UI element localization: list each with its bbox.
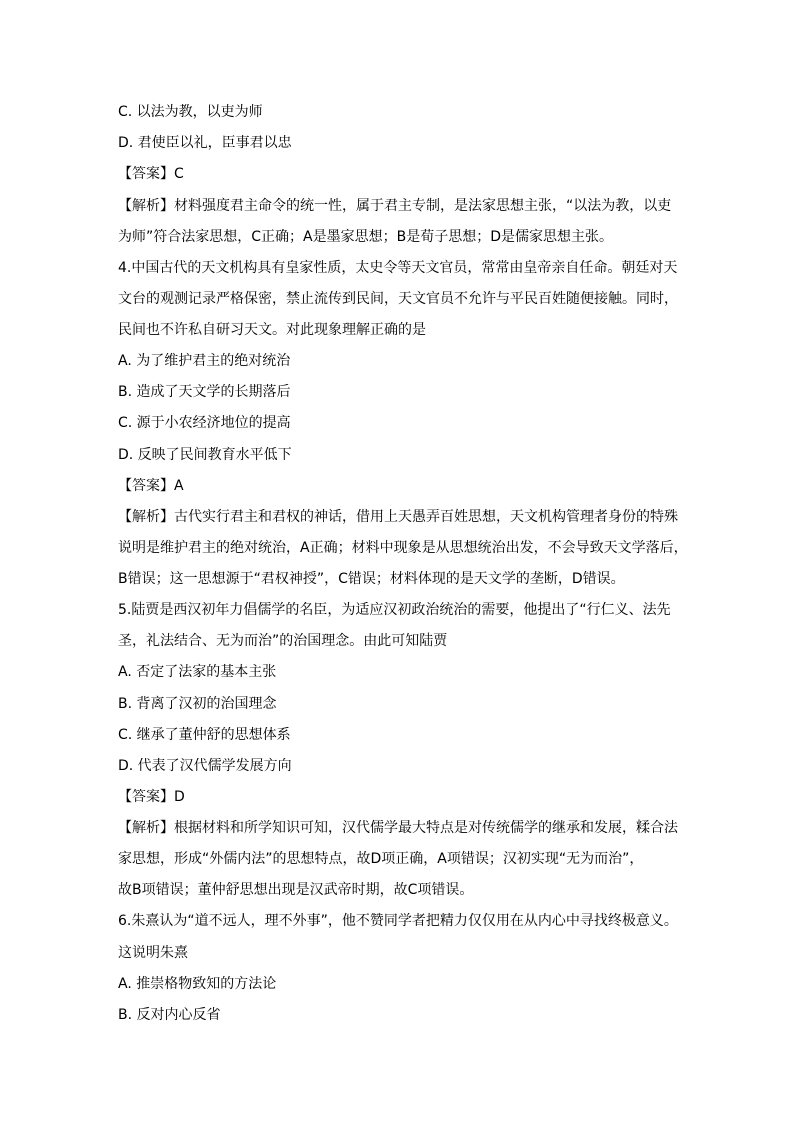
option-c-q3: C. 以法为教，以吏为师 [118, 104, 263, 120]
question-5-line-2: 圣，礼法结合、无为而治”的治国理念。由此可知陆贾 [118, 633, 448, 649]
option-b-q5: B. 背离了汉初的治国理念 [118, 696, 277, 712]
analysis-q5-line-3: 故B项错误；董仲舒思想出现是汉武帝时期，故C项错误。 [118, 882, 474, 898]
analysis-q4-line-2: 说明是维护君主的绝对统治，A正确；材料中现象是从思想统治出发，不会导致天文学落后， [118, 540, 688, 556]
question-6-line-2: 这说明朱熹 [118, 945, 188, 961]
question-5-line-1: 5.陆贾是西汉初年力倡儒学的名臣，为适应汉初政治统治的需要，他提出了“行仁义、法先 [118, 602, 671, 618]
option-a-q5: A. 否定了法家的基本主张 [118, 664, 277, 680]
question-6-line-1: 6.朱熹认为“道不远人，理不外事”，他不赞同学者把精力仅仅用在从内心中寻找终极意义。 [118, 913, 678, 929]
answer-q4: 【答案】A [118, 478, 184, 494]
option-a-q6: A. 推崇格物致知的方法论 [118, 976, 277, 992]
option-c-q4: C. 源于小农经济地位的提高 [118, 415, 291, 431]
analysis-q5-line-1: 【解析】根据材料和所学知识可知，汉代儒学最大特点是对传统儒学的继承和发展，糅合法 [118, 820, 678, 836]
question-4-line-3: 民间也不许私自研习天文。对此现象理解正确的是 [118, 322, 426, 338]
option-d-q3: D. 君使臣以礼，臣事君以忠 [118, 135, 292, 151]
analysis-q4-line-3: B错误；这一思想源于“君权神授”，C错误；材料体现的是天文学的垄断，D错误。 [118, 571, 625, 587]
option-a-q4: A. 为了维护君主的绝对统治 [118, 353, 291, 369]
option-b-q4: B. 造成了天文学的长期落后 [118, 384, 291, 400]
analysis-q5-line-2: 家思想，形成“外儒内法”的思想特点，故D项正确，A项错误；汉初实现“无为而治”， [118, 851, 644, 867]
option-b-q6: B. 反对内心反省 [118, 1007, 221, 1023]
option-c-q5: C. 继承了董仲舒的思想体系 [118, 727, 291, 743]
analysis-q3-line-2: 为师”符合法家思想，C正确；A是墨家思想；B是荀子思想；D是儒家思想主张。 [118, 229, 613, 245]
analysis-q4-line-1: 【解析】古代实行君主和君权的神话，借用上天愚弄百姓思想，天文机构管理者身份的特殊 [118, 509, 678, 525]
question-4-line-2: 文台的观测记录严格保密，禁止流传到民间，天文官员不允许与平民百姓随便接触。同时， [118, 291, 678, 307]
answer-q5: 【答案】D [118, 789, 185, 805]
option-d-q5: D. 代表了汉代儒学发展方向 [118, 758, 292, 774]
answer-q3: 【答案】C [118, 166, 184, 182]
question-4-line-1: 4.中国古代的天文机构具有皇家性质，太史令等天文官员，常常由皇帝亲自任命。朝廷对天 [118, 260, 678, 276]
analysis-q3-line-1: 【解析】材料强度君主命令的统一性，属于君主专制，是法家思想主张，“以法为教，以吏 [118, 198, 672, 214]
option-d-q4: D. 反映了民间教育水平低下 [118, 447, 292, 463]
